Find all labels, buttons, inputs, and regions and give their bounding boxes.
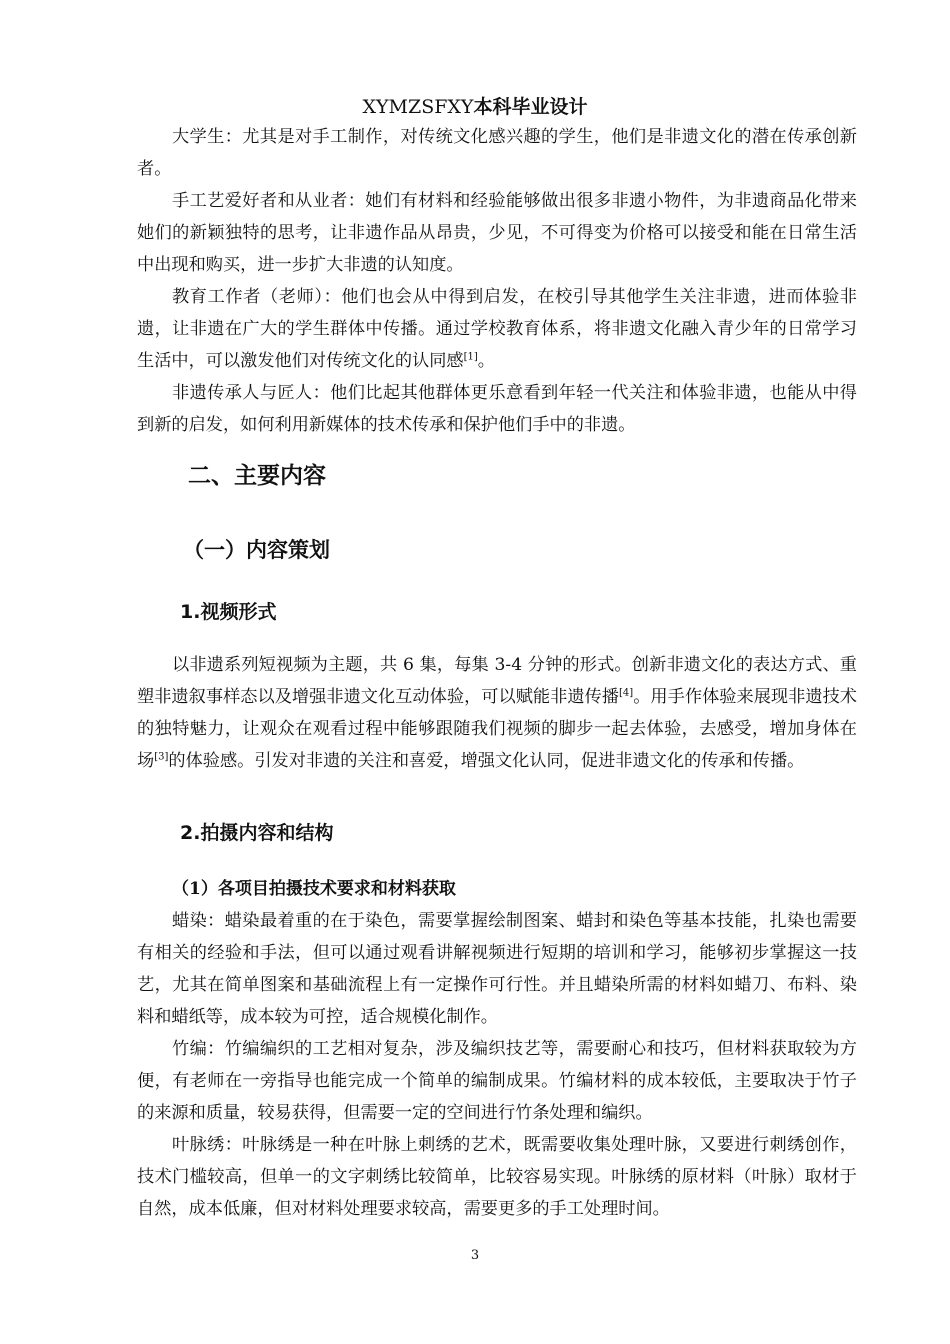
paragraph-craft-enthusiasts: 手工艺爱好者和从业者：她们有材料和经验能够做出很多非遗小物件，为非遗商品化带来她们的新颖独特的思考，让非遗作品从昂贵，少见，不可得变为价格可以接受和能在日常生活中出现和购买，进一步扩大非遗的认知度。 bbox=[137, 191, 857, 275]
paragraph-leaf-embroidery: 叶脉绣：叶脉绣是一种在叶脉上刺绣的艺术，既需要收集处理叶脉，又要进行刺绣创作，技术门槛较高，但单一的文字刺绣比较简单，比较容易实现。叶脉绣的原材料（叶脉）取材于自然，成本低廉，但对材料处理要求较高，需要更多的手工处理时间。 bbox=[137, 1135, 857, 1219]
paragraph-educators bbox=[137, 281, 857, 377]
video-text-3: 的体验感。引发对非遗的关注和喜爱，增强文化认同，促进非遗文化的传承和传播。 bbox=[168, 751, 805, 771]
video-text-1: 以非遗系列短视频为主题，共 6 集，每集 3-4 分钟的形式。创新非遗文化的表达方式、重塑非遗叙事样态以及增强非遗文化互动体验，可以赋能非遗传播 bbox=[137, 655, 857, 707]
paragraph-bamboo: 竹编：竹编编织的工艺相对复杂，涉及编织技艺等，需要耐心和技巧，但材料获取较为方便，有老师在一旁指导也能完成一个简单的编制成果。竹编材料的成本较低，主要取决于竹子的来源和质量，较易获得，但需要一定的空间进行竹条处理和编织。 bbox=[137, 1039, 857, 1123]
citation-4: [4] bbox=[619, 687, 634, 699]
paragraph-video-format bbox=[137, 649, 857, 777]
video-text-2: 。用手作体验来展现非遗技术的独特魅力，让观众在观看过程中能够跟随我们视频的脚步一起去体验，去感受，增加身体在场 bbox=[137, 687, 857, 771]
page-number: 3 bbox=[470, 1248, 480, 1263]
sub-item-heading-requirements: （1）各项目拍摄技术要求和材料获取 bbox=[172, 879, 456, 899]
section-heading: 二、主要内容 bbox=[188, 463, 326, 489]
header-code: XYMZSFXY bbox=[362, 96, 474, 118]
item-heading-video-format: 1.视频形式 bbox=[180, 601, 277, 623]
paragraph-batik: 蜡染：蜡染最着重的在于染色，需要掌握绘制图案、蜡封和染色等基本技能，扎染也需要有相关的经验和手法，但可以通过观看讲解视频进行短期的培训和学习，能够初步掌握这一技艺，尤其在简单图案和基础流程上有一定操作可行性。并且蜡染所需的材料如蜡刀、布料、染料和蜡纸等，成本较为可控，适合规模化制作。 bbox=[137, 911, 857, 1027]
citation-3: [3] bbox=[154, 751, 169, 763]
header-title: 本科毕业设计 bbox=[473, 96, 588, 118]
educators-text: 教育工作者（老师）：他们也会从中得到启发，在校引导其他学生关注非遗，进而体验非遗，让非遗在广大的学生群体中传播。通过学校教育体系，将非遗文化融入青少年的日常学习生活中，可以激发他们对传统文化的认同感 bbox=[137, 287, 857, 371]
educators-end: 。 bbox=[477, 351, 495, 371]
item-heading-content-structure: 2.拍摄内容和结构 bbox=[180, 822, 334, 844]
citation-1: [1] bbox=[463, 351, 478, 363]
page-header bbox=[0, 93, 950, 121]
paragraph-inheritors: 非遗传承人与匠人：他们比起其他群体更乐意看到年轻一代关注和体验非遗，也能从中得到新的启发，如何利用新媒体的技术传承和保护他们手中的非遗。 bbox=[137, 383, 857, 435]
subsection-heading: （一）内容策划 bbox=[183, 538, 330, 562]
paragraph-students: 大学生：尤其是对手工制作，对传统文化感兴趣的学生，他们是非遗文化的潜在传承创新者。 bbox=[137, 127, 857, 179]
